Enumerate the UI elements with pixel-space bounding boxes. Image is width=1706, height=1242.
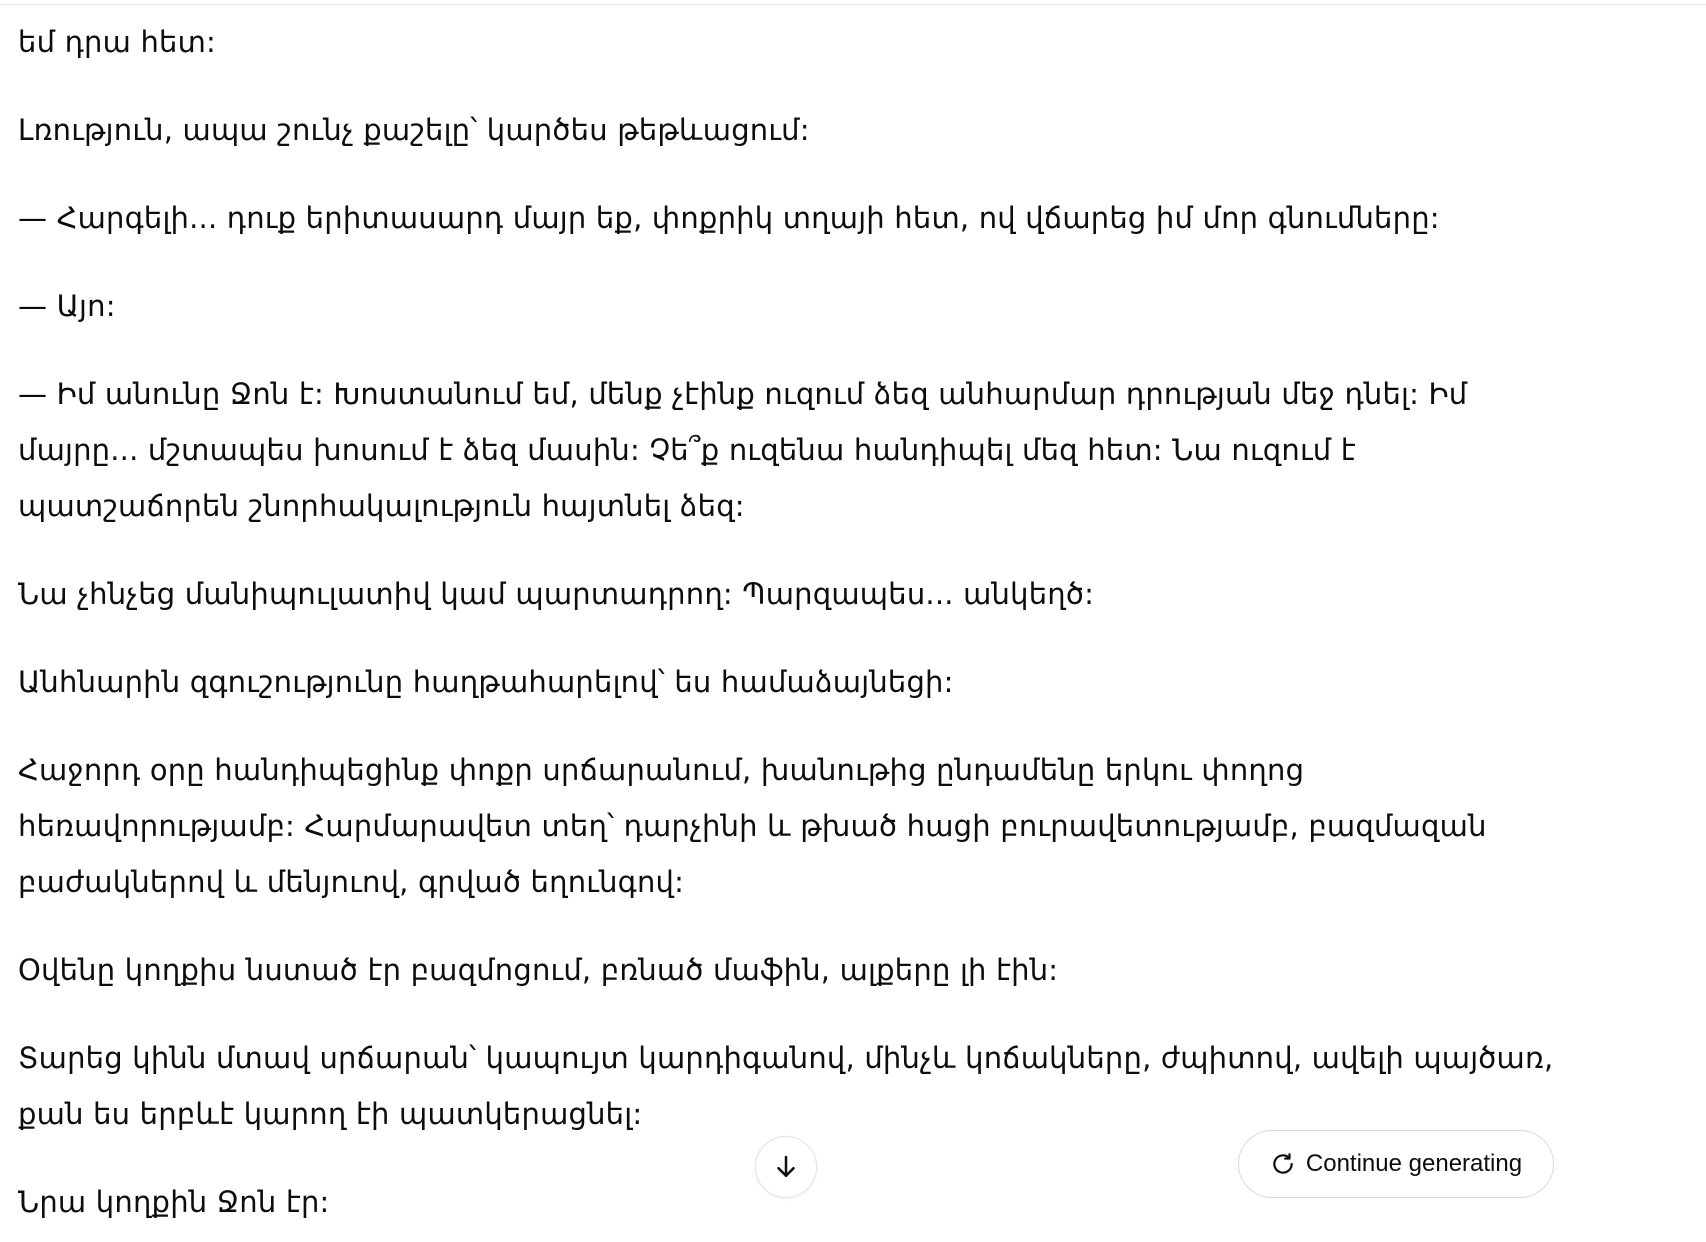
continue-generating-label: Continue generating: [1305, 1150, 1523, 1177]
message-paragraph: Տարեց կինն մտավ սրճարան՝ կապույտ կարդիգանով, մինչև կոճակները, ժպիտով, ավելի պայծառ, քան ես երբևէ կարող էի պատկերացնել:: [18, 1041, 1554, 1131]
arrow-down-icon: [771, 1152, 801, 1182]
message-paragraph: — Այո:: [18, 289, 116, 323]
message-paragraph: — Հարգելի... դուք երիտասարդ մայր եք, փոքրիկ տղայի հետ, ով վճարեց իմ մոր գնումները:: [18, 201, 1440, 235]
message-paragraph: Լռություն, ապա շունչ քաշելը՝ կարծես թեթևացում:: [18, 113, 810, 147]
scroll-to-bottom-button[interactable]: [755, 1136, 817, 1198]
assistant-message: [18, 14, 1578, 1242]
message-paragraph: Օվենը կողքիս նստած էր բազմոցում, բռնած մաֆին, ալքերը լի էին:: [18, 953, 1059, 987]
message-paragraph: Հաջորդ օրը հանդիպեցինք փոքր սրճարանում, խանութից ընդամենը երկու փողոց հեռավորությամբ: Հարմարավետ տեղ՝ դարչինի և թխած հացի բուրավետությամբ, բազմազան բաժակներով և մենյուով, գրված եղունգով:: [18, 753, 1487, 899]
message-paragraph: Նա չհնչեց մանիպուլատիվ կամ պարտադրող: Պարզապես... անկեղծ:: [18, 577, 1095, 611]
message-paragraph: Անհնարին զգուշությունը հաղթահարելով՝ ես համաձայնեցի:: [18, 665, 954, 699]
refresh-icon: [1270, 1151, 1296, 1177]
message-paragraph: եմ դրա հետ:: [18, 25, 217, 59]
continue-generating-button[interactable]: [1238, 1130, 1554, 1198]
header-divider: [0, 0, 1706, 5]
message-paragraph: Նրա կողքին Ջոն էր:: [18, 1185, 330, 1219]
message-paragraph: — Իմ անունը Ջոն է: Խոստանում եմ, մենք չէինք ուզում ձեզ անհարմար դրության մեջ դնել: Իմ մայրը... մշտապես խոսում է ձեզ մասին: Չե՞ք ուզենա հանդիպել մեզ հետ: Նա ուզում է պատշաճորեն շնորհակալություն հայտնել ձեզ:: [18, 377, 1468, 523]
